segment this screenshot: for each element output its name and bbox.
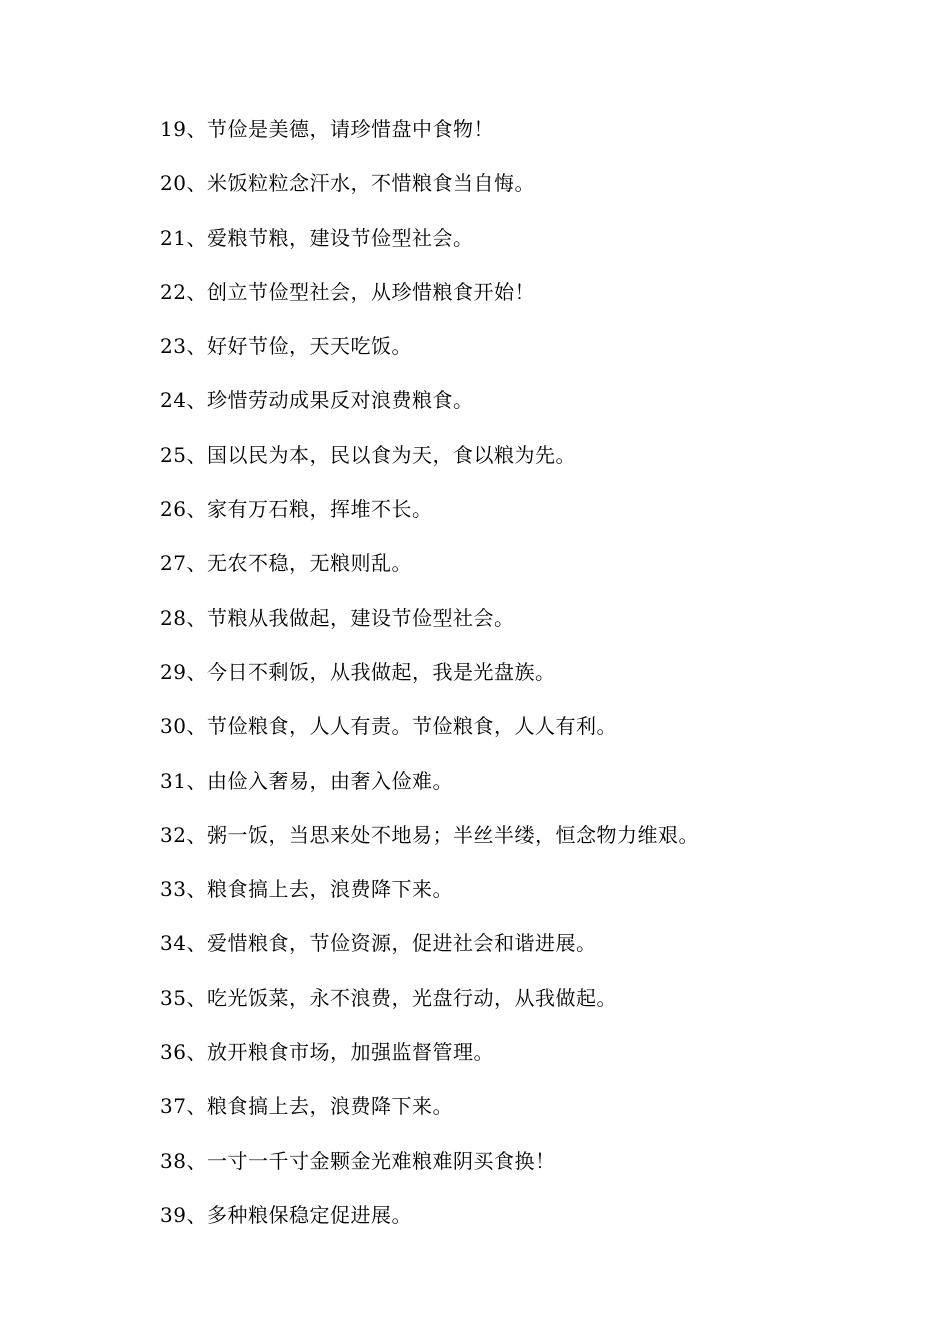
list-item: 25、国以民为本，民以食为天，食以粮为先。 [160,442,576,467]
list-item: 39、多种粮保稳定促进展。 [160,1202,412,1227]
list-item: 22、创立节俭型社会，从珍惜粮食开始！ [160,279,535,304]
list-item: 19、节俭是美德，请珍惜盘中食物！ [160,117,494,141]
list-item: 27、无农不稳，无粮则乱。 [160,551,412,576]
list-item: 31、由俭入奢易，由奢入俭难。 [160,768,453,793]
list-item: 21、爱粮节粮，建设节俭型社会。 [160,225,474,250]
list-item: 26、家有万石粮，挥堆不长。 [160,497,433,522]
list-item: 36、放开粮食市场，加强监督管理。 [160,1040,494,1065]
slogan-list [160,112,699,1252]
list-item: 23、好好节俭，天天吃饭。 [160,334,412,359]
list-item: 30、节俭粮食，人人有责。节俭粮食，人人有利。 [160,714,617,739]
list-item: 20、米饭粒粒念汗水，不惜粮食当自悔。 [160,171,535,196]
list-item: 28、节粮从我做起，建设节俭型社会。 [160,605,515,630]
list-item: 37、粮食搞上去，浪费降下来。 [160,1094,453,1119]
list-item: 34、爱惜粮食，节俭资源，促进社会和谐进展。 [160,931,597,956]
list-item: 38、一寸一千寸金颗金光难粮难阴买食换！ [160,1148,556,1173]
list-item: 32、粥一饭，当思来处不地易；半丝半缕，恒念物力维艰。 [160,822,699,847]
list-item: 35、吃光饭菜，永不浪费，光盘行动，从我做起。 [160,985,617,1010]
list-item: 33、粮食搞上去，浪费降下来。 [160,877,453,902]
list-item: 29、今日不剩饭，从我做起，我是光盘族。 [160,659,556,684]
list-item: 24、珍惜劳动成果反对浪费粮食。 [160,388,474,413]
